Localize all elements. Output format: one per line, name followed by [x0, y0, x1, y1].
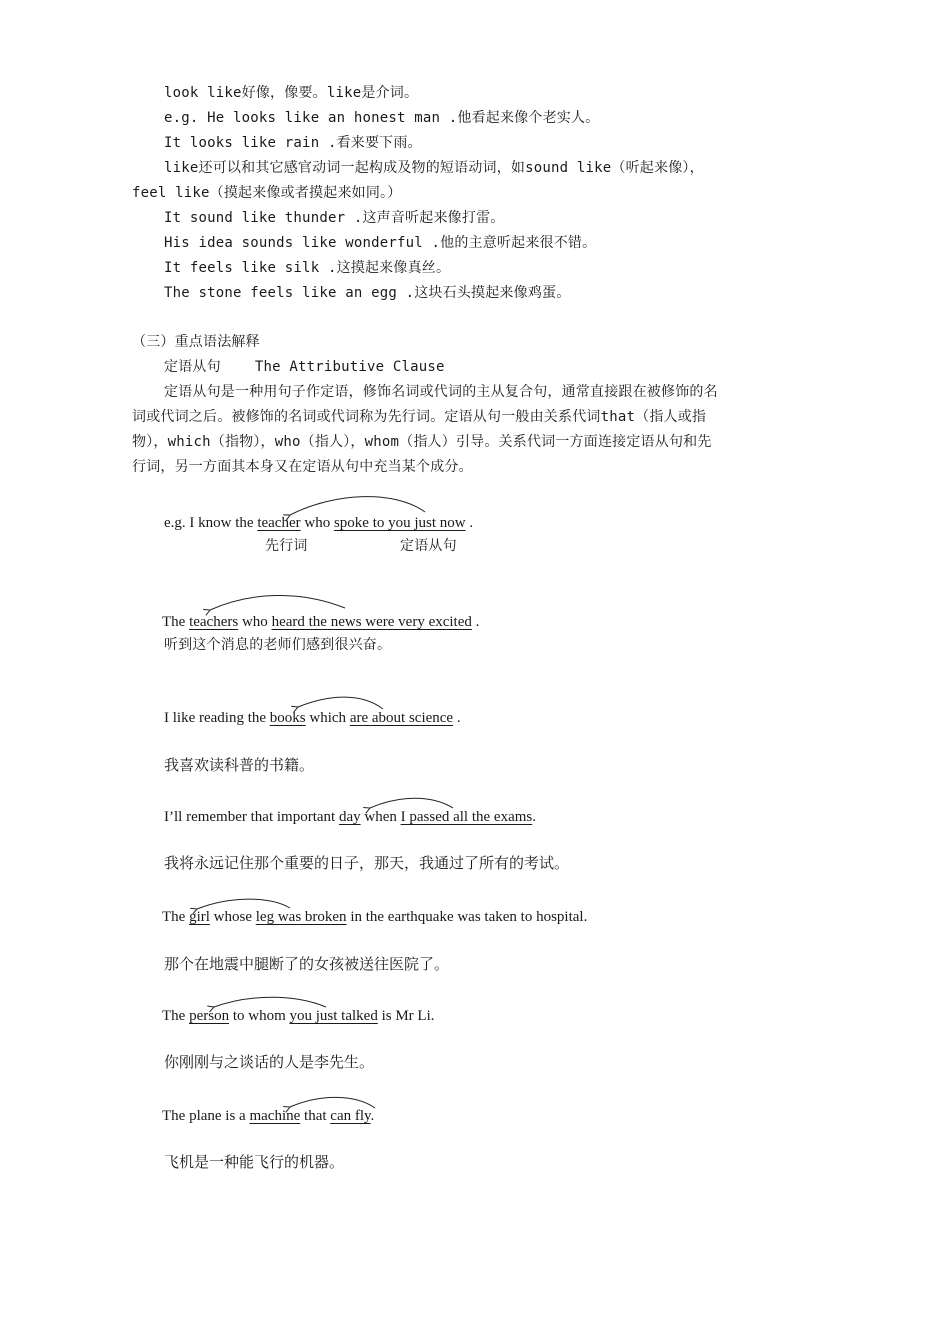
example-7-antecedent: machine — [249, 1108, 301, 1124]
example-1-clause: spoke to you just now — [333, 515, 466, 531]
example-2-antecedent: teachers — [189, 614, 239, 630]
vocab-line-9: The stone feels like an egg .这块石头摸起来像鸡蛋。 — [164, 285, 571, 301]
example-3-text-c: . — [453, 710, 461, 726]
example-7-clause: can fly — [330, 1108, 371, 1124]
example-2-text-a: The — [162, 614, 190, 630]
example-3-sentence — [164, 708, 461, 728]
vocab-line-4: like还可以和其它感官动词一起构成及物的短语动词，如sound like（听起来像）， — [164, 160, 704, 176]
arrow-example-2 — [210, 595, 345, 610]
example-7-sentence — [162, 1106, 374, 1126]
example-7-translation: 飞机是一种能飞行的机器。 — [164, 1155, 345, 1171]
example-2-clause: heard the news were very excited — [271, 614, 472, 630]
topic-title — [164, 357, 445, 377]
example-5-relative: whose — [209, 909, 256, 925]
section-heading: （三）重点语法解释 — [132, 334, 260, 350]
example-5-sentence — [162, 907, 587, 927]
example-7-relative: that — [300, 1108, 331, 1124]
example-1-text-a: e.g. I know the — [164, 515, 258, 531]
intro-line-3: 物），which（指物），who（指人），whom（指人）引导。关系代词一方面连接定语从句和先 — [132, 434, 712, 450]
intro-line-1: 定语从句是一种用句子作定语，修饰名词或代词的主从复合句，通常直接跟在被修饰的名 — [164, 384, 718, 400]
example-3-text-a: I like reading the — [164, 710, 270, 726]
example-2-translation: 听到这个消息的老师们感到很兴奋。 — [164, 637, 392, 653]
topic-title-cn: 定语从句 — [164, 359, 221, 375]
vocab-line-6: It sound like thunder .这声音听起来像打雷。 — [164, 210, 505, 226]
example-1-antecedent: teacher — [257, 515, 301, 531]
example-5-text-c: in the earthquake was taken to hospital. — [346, 909, 588, 925]
vocab-line-7: His idea sounds like wonderful .他的主意听起来很不错。 — [164, 235, 597, 251]
example-1-relative: who — [300, 515, 334, 531]
label-antecedent: 先行词 — [265, 538, 308, 554]
example-6-text-c: is Mr Li. — [377, 1008, 435, 1024]
example-5-text-a: The — [162, 909, 190, 925]
example-6-clause: you just talked — [289, 1008, 378, 1024]
example-5-translation: 那个在地震中腿断了的女孩被送往医院了。 — [164, 957, 450, 973]
example-7-text-c: . — [370, 1108, 375, 1124]
example-6-text-a: The — [162, 1008, 190, 1024]
example-5-clause: leg was broken — [255, 909, 347, 925]
example-1-text-c: . — [465, 515, 474, 531]
example-4-text-a: I’ll remember that important — [164, 809, 339, 825]
example-5-antecedent: girl — [189, 909, 210, 925]
example-4-antecedent: day — [338, 809, 361, 825]
vocab-line-8: It feels like silk .这摸起来像真丝。 — [164, 260, 451, 276]
intro-line-2: 词或代词之后。被修饰的名词或代词称为先行词。定语从句一般由关系代词that（指人或指 — [132, 409, 707, 425]
example-6-antecedent: person — [189, 1008, 230, 1024]
label-attributive-clause: 定语从句 — [400, 538, 457, 554]
example-3-antecedent: books — [269, 710, 306, 726]
vocab-line-5: feel like（摸起来像或者摸起来如同。） — [132, 185, 402, 201]
example-3-relative: which — [305, 710, 350, 726]
example-1-sentence — [164, 513, 473, 533]
example-6-translation: 你刚刚与之谈话的人是李先生。 — [164, 1055, 375, 1071]
example-2-relative: who — [238, 614, 272, 630]
example-6-sentence — [162, 1006, 435, 1026]
example-4-clause: I passed all the exams — [400, 809, 533, 825]
topic-title-en: The Attributive Clause — [254, 359, 445, 375]
example-3-translation: 我喜欢读科普的书籍。 — [164, 758, 315, 774]
example-4-text-c: . — [532, 809, 536, 825]
example-4-relative: when — [360, 809, 401, 825]
example-4-sentence — [164, 807, 536, 827]
example-2-sentence — [162, 612, 479, 632]
vocab-line-3: It looks like rain .看来要下雨。 — [164, 135, 422, 151]
vocab-line-2: e.g. He looks like an honest man .他看起来像个老实人。 — [164, 110, 600, 126]
example-7-text-a: The plane is a — [162, 1108, 250, 1124]
vocab-line-1: look like好像，像要。like是介词。 — [164, 85, 419, 101]
example-6-relative: to whom — [229, 1008, 290, 1024]
example-3-clause: are about science — [349, 710, 454, 726]
intro-line-4: 行词，另一方面其本身又在定语从句中充当某个成分。 — [132, 459, 473, 475]
example-4-translation: 我将永远记住那个重要的日子，那天，我通过了所有的考试。 — [164, 856, 570, 872]
example-2-text-c: . — [471, 614, 480, 630]
